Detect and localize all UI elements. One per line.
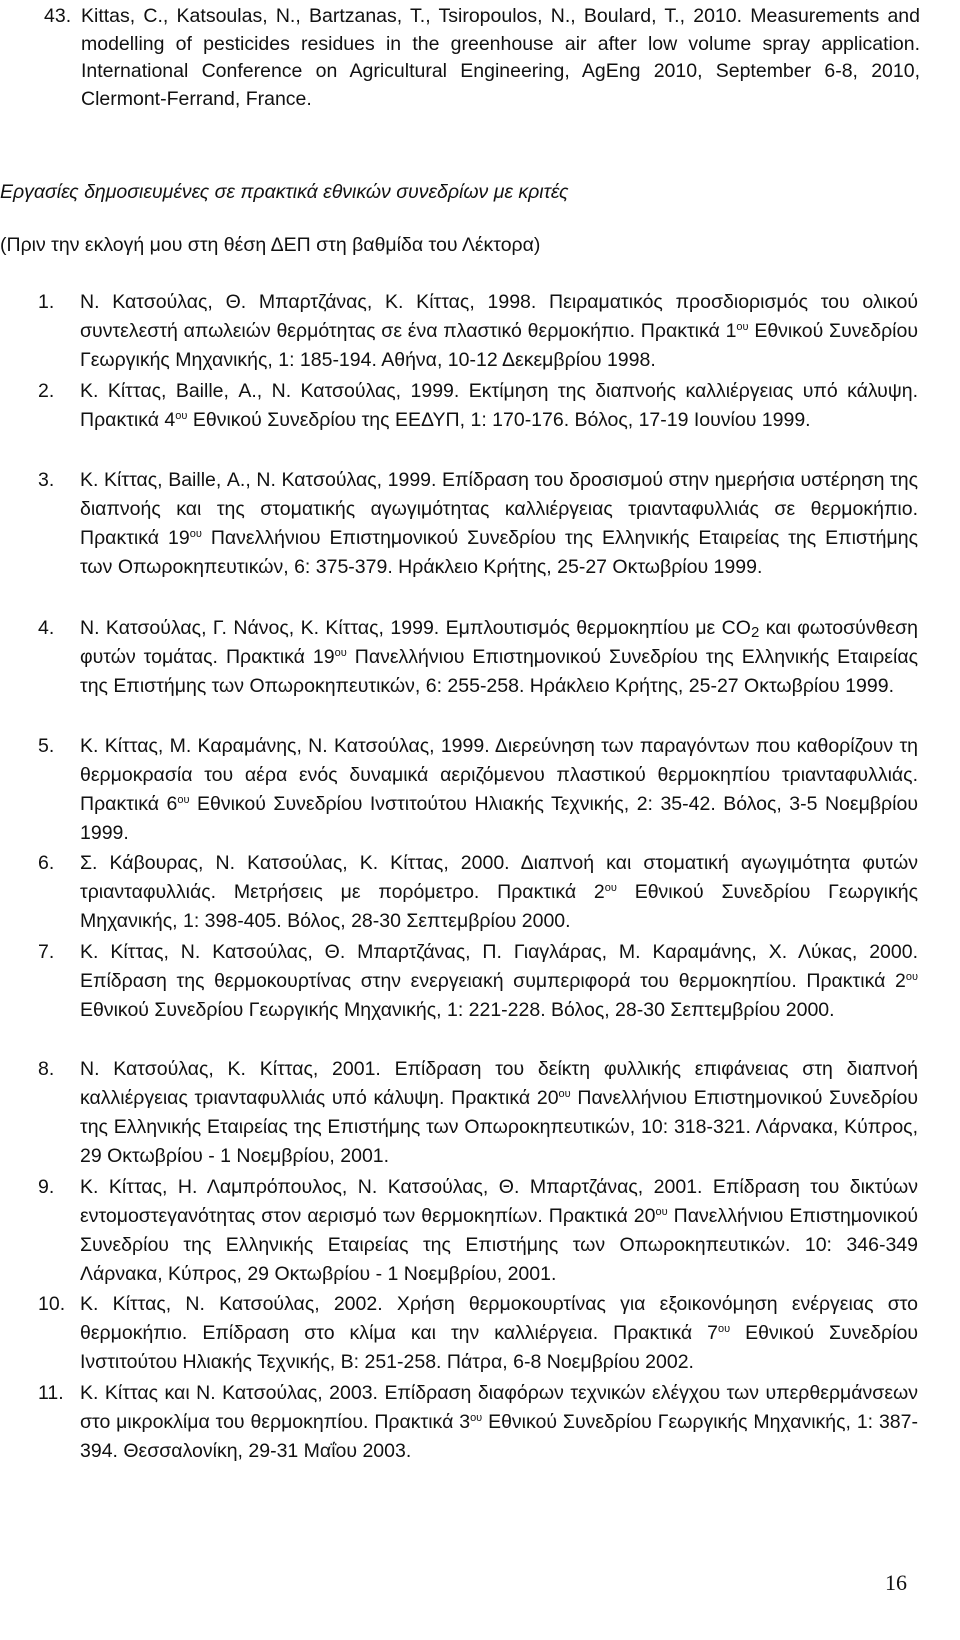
- item-number: 11.: [38, 1382, 64, 1404]
- item-number: 2.: [38, 380, 55, 402]
- list-item: [0, 938, 918, 1025]
- reference-number: 43.: [44, 5, 72, 27]
- item-text: Κ. Κίττας, Baille, Α., Ν. Κατσούλας, 1999. Εκτίμηση της διαπνοής καλλιέργειας υπό κάλυψη. Πρακτικά $4^{o\upsilon}$ Εθνικού Συνεδρίου της ΕΕΔΥΠ, 1: 170-176. Βόλος, 17-19 Ιουνίου 1999.: [80, 380, 918, 431]
- list-item: [0, 614, 918, 701]
- item-text: Σ. Κάβουρας, Ν. Κατσούλας, Κ. Κίττας, 2000. Διαπνοή και στοματική αγωγιμότητα φυτών τριανταφυλλιάς. Μετρήσεις με πορόμετρο. Πρακτικά $2^{o\upsilon}$ Εθνικού Συνεδρίου Γεωργικής Μηχανικής, 1: 398-405. Βόλος, 28-30 Σεπτεμβρίου 2000.: [80, 852, 919, 932]
- item-number: 10.: [38, 1293, 66, 1315]
- item-text: Ν. Κατσούλας, Κ. Κίττας, 2001. Επίδραση του δείκτη φυλλικής επιφάνειας στη διαπνοή καλλιέργειας τριανταφυλλιάς υπό κάλυψη. Πρακτικά $20^{o\upsilon}$ Πανελλήνιου Επιστημονικού Συνεδρίου της Ελληνικής Εταιρείας της Επιστήμης των Οπωροκηπευτικών, 10: 318-321. Λάρνακα, Κύπρος, 29 Οκτωβρίου - 1 Νοεμβρίου, 2001.: [80, 1058, 919, 1167]
- item-text: Κ. Κίττας, Η. Λαμπρόπουλος, Ν. Κατσούλας, Θ. Μπαρτζάνας, 2001. Επίδραση του δικτύων εντομοστεγανότητας στον αερισμό των θερμοκηπίων. Πρακτικά $20^{o\upsilon}$ Πανελλήνιου Επιστημονικού Συνεδρίου της Ελληνικής Εταιρείας της Επιστήμης των Οπωροκηπευτικών. 10: 346-349 Λάρνακα, Κύπρος, 29 Οκτωβρίου - 1 Νοεμβρίου, 2001.: [80, 1176, 918, 1285]
- reference-43: [44, 3, 920, 113]
- item-text: Κ. Κίττας και Ν. Κατσούλας, 2003. Επίδραση διαφόρων τεχνικών ελέγχου των υπερθερμάνσεων στο μικροκλίμα του θερμοκηπίου. Πρακτικά $3^{o\upsilon}$ Εθνικού Συνεδρίου Γεωργικής Μηχανικής, 1: 387-394. Θεσσαλονίκη, 29-31 Μαΐου 2003.: [80, 1382, 918, 1462]
- item-number: 1.: [38, 291, 55, 313]
- item-number: 9.: [38, 1176, 55, 1198]
- item-text: Ν. Κατσούλας, Γ. Νάνος, Κ. Κίττας, 1999. Εμπλουτισμός θερμοκηπίου με $CO_2$ και φωτοσύνθεση φυτών τομάτας. Πρακτικά $19^{o\upsilon}$ Πανελλήνιου Επιστημονικού Συνεδρίου της Ελληνικής Εταιρείας της Επιστήμης των Οπωροκηπευτικών, 6: 255-258. Ηράκλειο Κρήτης, 25-27 Οκτωβρίου 1999.: [80, 617, 919, 697]
- item-text: Ν. Κατσούλας, Θ. Μπαρτζάνας, Κ. Κίττας, 1998. Πειραματικός προσδιορισμός του ολικού συντελεστή απωλειών θερμότητας σε ένα πλαστικό θερμοκήπιο. Πρακτικά $1^{o\upsilon}$ Εθνικού Συνεδρίου Γεωργικής Μηχανικής, 1: 185-194. Αθήνα, 10-12 Δεκεμβρίου 1998.: [80, 291, 918, 371]
- list-item: [0, 288, 918, 375]
- item-number: 6.: [38, 852, 55, 874]
- page-number: 16: [885, 1570, 907, 1595]
- item-number: 5.: [38, 735, 55, 757]
- section-subheading: (Πριν την εκλογή μου στη θέση ΔΕΠ στη βαθμίδα του Λέκτορα): [0, 234, 541, 256]
- item-text: Κ. Κίττας, Ν. Κατσούλας, 2002. Χρήση θερμοκουρτίνας για εξοικονόμηση ενέργειας στο θερμοκήπιο. Επίδραση στο κλίμα και την καλλιέργεια. Πρακτικά $7^{o\upsilon}$ Εθνικού Συνεδρίου Ινστιτούτου Ηλιακής Τεχνικής, Β: 251-258. Πάτρα, 6-8 Νοεμβρίου 2002.: [80, 1293, 918, 1373]
- item-number: 8.: [38, 1058, 55, 1080]
- list-item: [0, 732, 918, 848]
- item-text: Κ. Κίττας, Μ. Καραμάνης, Ν. Κατσούλας, 1999. Διερεύνηση των παραγόντων που καθορίζουν τη θερμοκρασία του αέρα ενός δυναμικά αεριζόμενου πλαστικού θερμοκηπίου τριανταφυλλιάς. Πρακτικά $6^{o\upsilon}$ Εθνικού Συνεδρίου Ινστιτούτου Ηλιακής Τεχνικής, 2: 35-42. Βόλος, 3-5 Νοεμβρίου 1999.: [80, 735, 918, 844]
- list-item: [0, 1173, 918, 1289]
- list-item: [0, 1290, 918, 1377]
- list-item: [0, 377, 918, 435]
- item-number: 7.: [38, 941, 55, 963]
- list-item: [0, 1379, 918, 1466]
- item-number: 3.: [38, 469, 55, 491]
- item-text: Κ. Κίττας, Baille, Α., Ν. Κατσούλας, 1999. Επίδραση του δροσισμού στην ημερήσια υστέρηση της διαπνοής και της στοματικής αγωγιμότητας καλλιέργειας τριανταφυλλιάς σε θερμοκήπιο. Πρακτικά $19^{o\upsilon}$ Πανελλήνιου Επιστημονικού Συνεδρίου της Ελληνικής Εταιρείας της Επιστήμης των Οπωροκηπευτικών, 6: 375-379. Ηράκλειο Κρήτης, 25-27 Οκτωβρίου 1999.: [80, 469, 918, 578]
- section-heading: Εργασίες δημοσιευμένες σε πρακτικά εθνικών συνεδρίων με κριτές: [0, 181, 569, 203]
- reference-text: Kittas, C., Katsoulas, N., Bartzanas, T., Tsiropoulos, N., Boulard, T., 2010. Measurements and modelling of pesticides residues in the greenhouse air after low volume spray application. International Conference on Agricultural Engineering, AgEng 2010, September 6-8, 2010, Clermont-Ferrand, France.: [81, 5, 920, 110]
- list-item: [0, 466, 918, 582]
- item-number: 4.: [38, 617, 55, 639]
- item-text: Κ. Κίττας, Ν. Κατσούλας, Θ. Μπαρτζάνας, Π. Γιαγλάρας, Μ. Καραμάνης, Χ. Λύκας, 2000. Επίδραση της θερμοκουρτίνας στην ενεργειακή συμπεριφορά του θερμοκηπίου. Πρακτικά $2^{o\upsilon}$ Εθνικού Συνεδρίου Γεωργικής Μηχανικής, 1: 221-228. Βόλος, 28-30 Σεπτεμβρίου 2000.: [80, 941, 918, 1021]
- list-item: [0, 849, 918, 936]
- list-item: [0, 1055, 918, 1171]
